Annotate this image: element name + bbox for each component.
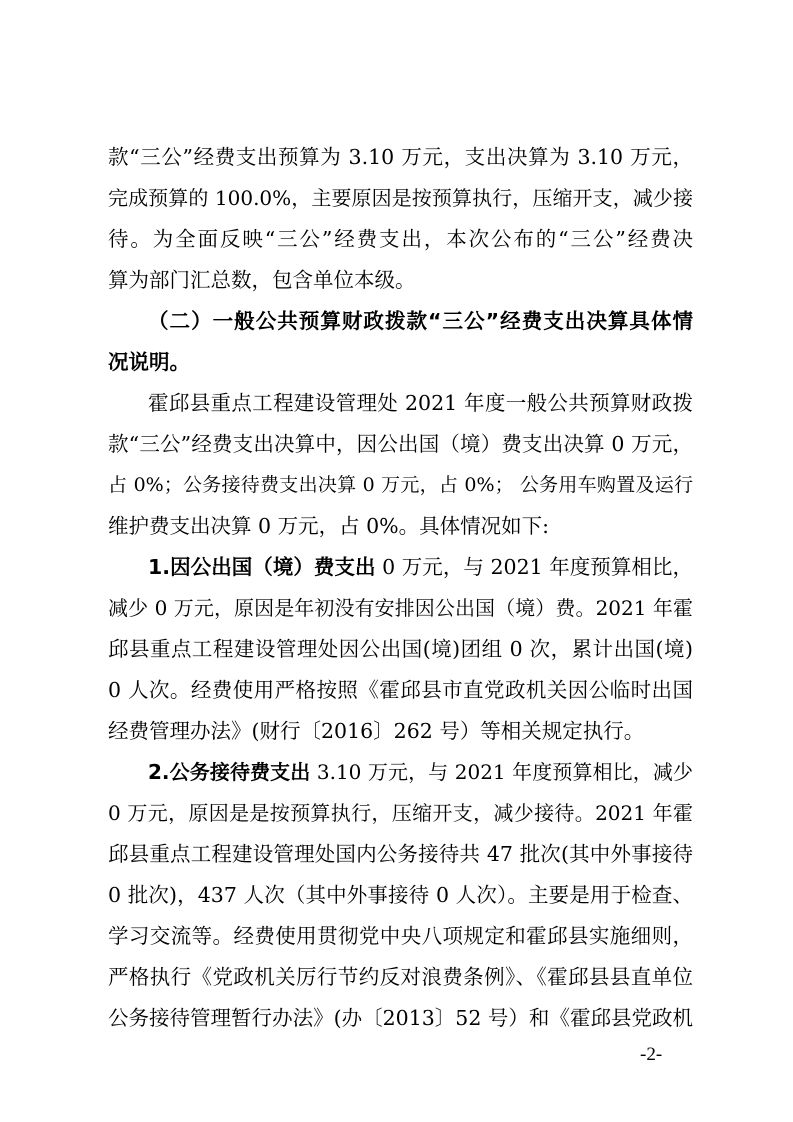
paragraph-line: 待。为全面反映“三公”经费支出，本次公布的“三公”经费决 — [108, 227, 693, 251]
paragraph-line: 0 万元，原因是是按预算执行，压缩开支，减少接待。2021 年霍 — [108, 801, 693, 825]
paragraph-line: 算为部门汇总数，包含单位本级。 — [108, 268, 416, 292]
paragraph-line: 0 批次)，437 人次（其中外事接待 0 人次）。主要是用于检查、 — [108, 883, 693, 907]
paragraph-line: 邱县重点工程建设管理处国内公务接待共 47 批次(其中外事接待 — [108, 842, 693, 866]
paragraph-line: 维护费支出决算 0 万元，占 0%。具体情况如下: — [108, 514, 550, 538]
item-text: 0 万元，与 2021 年度预算相比， — [375, 555, 693, 579]
paragraph-line: 严格执行《党政机关厉行节约反对浪费条例》、《霍邱县县直单位 — [108, 965, 693, 989]
item-text: 3.10 万元，与 2021 年度预算相比，减少 — [310, 760, 693, 784]
paragraph-line: 霍邱县重点工程建设管理处 2021 年度一般公共预算财政拨 — [148, 391, 693, 415]
section-heading: 况说明。 — [108, 350, 190, 374]
item-title: 1.因公出国（境）费支出 — [148, 555, 376, 579]
paragraph-line: 完成预算的 100.0%，主要原因是按预算执行，压缩开支，减少接 — [108, 186, 693, 210]
paragraph-line: 公务接待管理暂行办法》(办〔2013〕52 号）和《霍邱县党政机 — [108, 1006, 693, 1030]
paragraph-line: 邱县重点工程建设管理处因公出国(境)团组 0 次，累计出国(境) — [108, 637, 693, 661]
paragraph-line: 款“三公”经费支出预算为 3.10 万元，支出决算为 3.10 万元， — [108, 145, 693, 169]
item-title: 2.公务接待费支出 — [148, 760, 311, 784]
paragraph-line: 学习交流等。经费使用贯彻党中央八项规定和霍邱县实施细则， — [108, 924, 693, 948]
paragraph-line: 经费管理办法》(财行〔2016〕262 号）等相关规定执行。 — [108, 719, 645, 743]
page-number: -2- — [640, 1044, 663, 1065]
paragraph-line: 0 人次。经费使用严格按照《霍邱县市直党政机关因公临时出国 — [108, 678, 693, 702]
section-heading: （二）一般公共预算财政拨款“三公”经费支出决算具体情 — [148, 309, 693, 333]
paragraph-line: 款“三公”经费支出决算中，因公出国（境）费支出决算 0 万元， — [108, 432, 693, 456]
item-first-line — [148, 760, 693, 784]
paragraph-line: 减少 0 万元，原因是年初没有安排因公出国（境）费。2021 年霍 — [108, 596, 693, 620]
item-first-line — [148, 555, 693, 579]
paragraph-line: 占 0%；公务接待费支出决算 0 万元，占 0%； 公务用车购置及运行 — [108, 474, 693, 496]
